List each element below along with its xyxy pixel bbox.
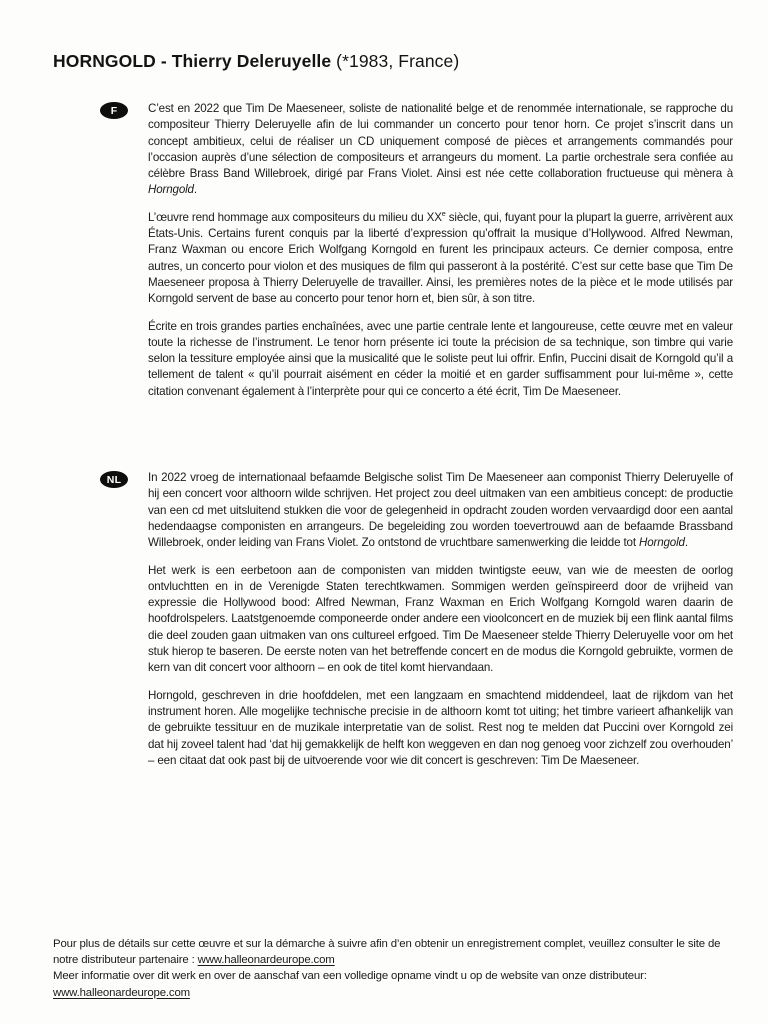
page-title bbox=[53, 51, 459, 72]
section-text-f bbox=[148, 101, 733, 400]
paragraph bbox=[148, 319, 733, 400]
text-run: In 2022 vroeg de internationaal befaamde Belgische solist Tim De Maeseneer aan componist Thierry Deleruyelle of hij een concert voor althoorn wilde schrijven. Het project zou deel uitmaken van een ambitieus concept: de productie van een cd met uitsluitend stukken die voor de gelegenheid in opdracht zouden worden vervaardigd door een aantal hedendaagse componisten en arrangeurs. De begeleiding zou worden toevertrouwd aan de befaamde Brassband Willebroek, onder leiding van Frans Violet. Zo ontstond de vruchtbare samenwerking die leidde tot bbox=[148, 471, 733, 550]
distributor-link[interactable]: www.halleonardeurope.com bbox=[197, 954, 335, 967]
work-title-italic: Horngold bbox=[638, 536, 685, 550]
footer-french bbox=[53, 936, 735, 968]
text-run: L’œuvre rend hommage aux compositeurs du milieu du XX bbox=[148, 210, 442, 224]
text-run: . bbox=[684, 536, 688, 550]
paragraph bbox=[148, 563, 733, 677]
work-title-italic: Horngold bbox=[148, 183, 194, 197]
paragraph bbox=[148, 688, 733, 769]
text-run: Pour plus de détails sur cette œuvre et sur la démarche à suivre afin d’en obtenir un enregistrement complet, veuillez consulter le site de notre distributeur partenaire : bbox=[53, 938, 721, 967]
language-section-nl bbox=[100, 470, 733, 769]
title-work-and-composer: HORNGOLD - Thierry Deleruyelle bbox=[53, 51, 332, 71]
text-run: Het werk is een eerbetoon aan de componisten van midden twintigste eeuw, van wie de meesten de oorlog ontvluchtten en in de Verenigde Staten terechtkwamen. Sommigen werden geïnspireerd door de vrijheid van expressie die Hollywood bood: Alfred Newman, Franz Waxman en Erich Wolfgang Korngold waren daarin de hoofdrolspelers. Laatstgenoemde componeerde onder andere een vioolconcert en de muziek bij een flink aantal films die deel zouden gaan uitmaken van ons cultureel erfgoed. Tim De Maeseneer stelde Thierry Deleruyelle voor om het stuk hierop te baseren. De eerste noten van het betreffende concert en de modus die Korngold gebruikte, vormen de kern van dit concert voor althoorn – en ook de titel komt hiervandaan. bbox=[148, 563, 733, 675]
footer bbox=[53, 936, 735, 1001]
title-birth-info: (*1983, France) bbox=[331, 51, 460, 71]
language-badge-f: F bbox=[100, 102, 128, 119]
text-run: Meer informatie over dit werk en over de aanschaf van een volledige opname vindt u op de website van onze distributeur: bbox=[53, 970, 647, 983]
section-text-nl bbox=[148, 470, 733, 769]
text-run: siècle, qui, fuyant pour la plupart la guerre, arrivèrent aux États-Unis. Certains furent conquis par la liberté d’expression qu’offrait la musique d’Hollywood. Alfred Newman, Franz Waxman ou encore Erich Wolfgang Korngold en furent les principaux acteurs. Ce dernier composa, entre autres, un concerto pour violon et des musiques de film qui passeront à la postérité. C’est sur cette base que Tim De Maeseneer proposa à Thierry Deleruyelle de travailler. Ainsi, les premières notes de la pièce et le mode utilisés par Korngold servent de base au concerto pour tenor horn et, bien sûr, à son titre. bbox=[148, 210, 733, 306]
text-run: . bbox=[193, 183, 197, 197]
language-badge-nl: NL bbox=[100, 471, 128, 488]
text-run: Écrite en trois grandes parties enchaînées, avec une partie centrale lente et langoureuse, cette œuvre met en valeur toute la richesse de l’instrument. Le tenor horn présente ici toute la précision de sa technique, son timbre qui varie selon la tessiture employée ainsi que la musicalité que le soliste peut lui offrir. Enfin, Puccini disait de Korngold qu’il a tellement de talent « qu’il pourrait aisément en céder la moitié et en garder suffisamment pour lui-même », cette citation convenant également à l’interprète pour qui ce concerto a été écrit, Tim De Maeseneer. bbox=[148, 319, 733, 398]
distributor-link[interactable]: www.halleonardeurope.com bbox=[53, 986, 190, 999]
paragraph bbox=[148, 210, 733, 308]
paragraph bbox=[148, 470, 733, 551]
paragraph bbox=[148, 101, 733, 199]
document-body bbox=[100, 101, 733, 769]
text-run: C’est en 2022 que Tim De Maeseneer, soliste de nationalité belge et de renommée internationale, se rapproche du compositeur Thierry Deleruyelle afin de lui commander un concerto pour tenor horn. Ce projet s’inscrit dans un concept ambitieux, celui de réaliser un CD uniquement composé de pièces et arrangements commandés pour l’occasion auprès d’une sélection de compositeurs et arrangeurs du moment. La partie orchestrale sera confiée au célèbre Brass Band Willebroek, dirigé par Frans Violet. Ainsi est née cette collaboration fructueuse qui mènera à bbox=[148, 102, 733, 181]
footer-dutch bbox=[53, 968, 735, 1000]
language-section-f bbox=[100, 101, 733, 400]
ordinal-superscript: e bbox=[441, 208, 446, 218]
text-run: Horngold, geschreven in drie hoofddelen, met een langzaam en smachtend middendeel, laat de rijkdom van het instrument horen. Alle mogelijke technische precisie in de althoorn komt tot uiting; het timbre varieert afhankelijk van de gebruikte tessituur en de muzikale interpretatie van de solist. Rest nog te melden dat Puccini over Korngold zei dat hij zoveel talent had ‘dat hij gemakkelijk de helft kon weggeven en dan nog genoeg voor zichzelf zou overhouden’ – een citaat dat ook past bij de uitvoerende voor wie dit concert is geschreven: Tim De Maeseneer. bbox=[148, 688, 733, 767]
